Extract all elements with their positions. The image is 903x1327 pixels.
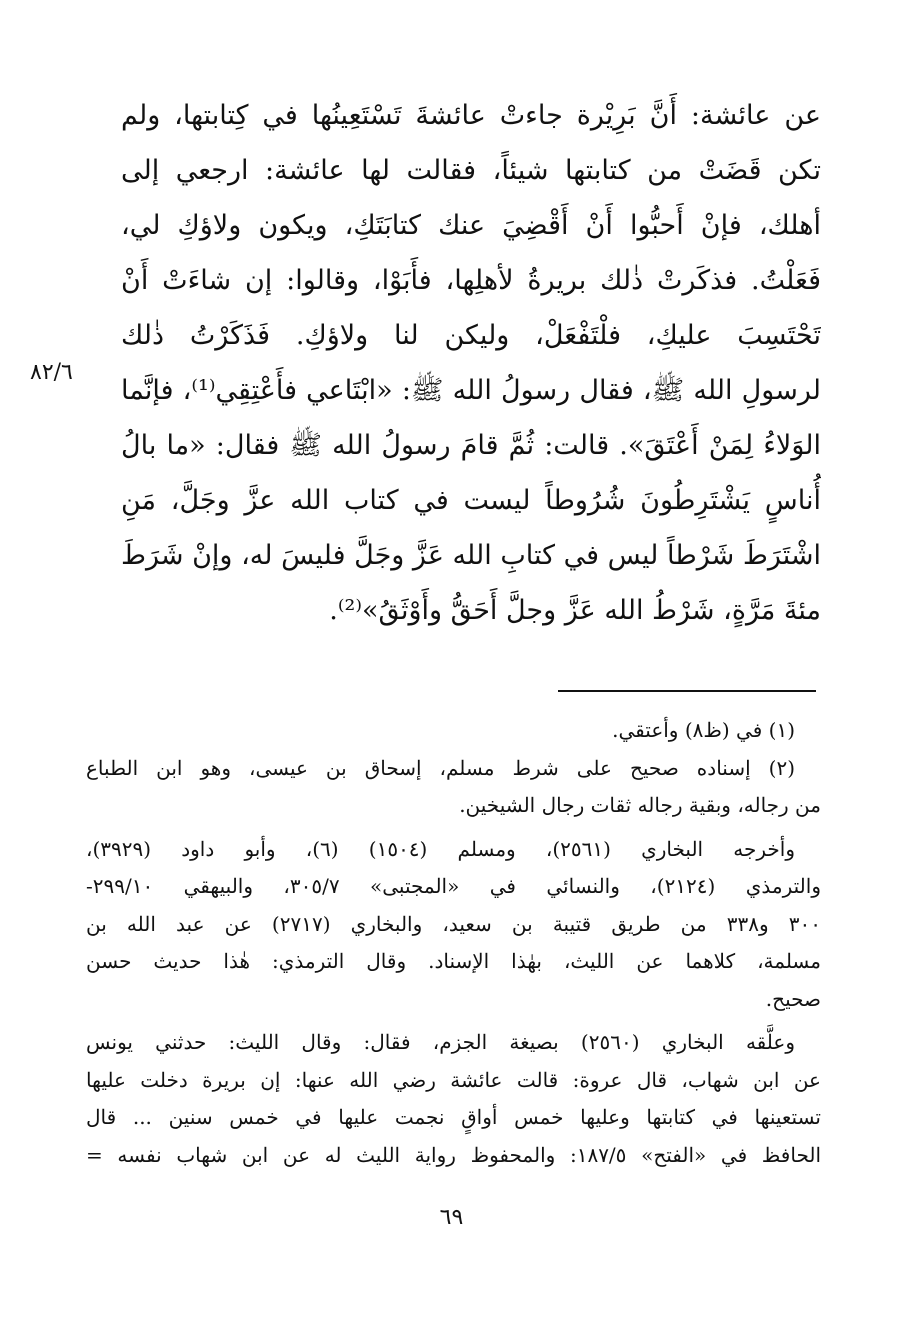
main-text-line: الوَلاءُ لِمَنْ أَعْتَقَ». قالت: ثُمَّ قامَ رسولُ الله ﷺ فقال: «ما بالُ [121, 430, 821, 461]
footnote-separator [558, 690, 816, 692]
page-number: ٦٩ [439, 1205, 464, 1230]
footnotes [86, 712, 821, 1174]
main-text-line: اشْتَرَطَ شَرْطاً ليس في كتابِ الله عَزَّ وجَلَّ فليسَ له، وإنْ شَرَطَ [121, 540, 821, 571]
main-text [121, 88, 821, 638]
main-text-line: عن عائشة: أَنَّ بَرِيْرة جاءتْ عائشةَ تَسْتَعِينُها في كِتابتها، ولم [121, 100, 821, 131]
footnote-line: الحافظ في «الفتح» ١٨٧/٥: والمحفوظ رواية الليث له عن ابن شهاب نفسه = [86, 1142, 821, 1167]
main-text-line: فَعَلْتُ. فذكَرتْ ذٰلك بريرةُ لأهلِها، فأَبَوْا، وقالوا: إن شاءَتْ أَنْ [121, 265, 821, 296]
footnote-line: تستعينها في كتابتها وعليها خمس أواقٍ نجمت عليها في خمس سنين ... قال [86, 1105, 821, 1129]
footnote-line: (٢) إسناده صحيح على شرط مسلم، إسحاق بن عيسى، وهو ابن الطباع [86, 755, 795, 780]
footnote-line: والترمذي (٢١٢٤)، والنسائي في «المجتبى» ٣٠٥/٧، والبيهقي ٢٩٩/١٠- [86, 874, 821, 898]
main-text-line: تَحْتَسِبَ عليكِ، فلْتَفْعَلْ، وليكن لنا ولاؤكِ. فَذَكَرْتُ ذٰلك [121, 320, 821, 351]
main-text-line: تكن قَضَتْ من كتابتها شيئاً، فقالت لها عائشة: ارجعي إلى [121, 155, 821, 186]
footnote-line: وأخرجه البخاري (٢٥٦١)، ومسلم (١٥٠٤) (٦)، وأبو داود (٣٩٢٩)، [86, 836, 795, 861]
footnote-line: مسلمة، كلاهما عن الليث، بهٰذا الإسناد. وقال الترمذي: هٰذا حديث حسن [86, 949, 821, 973]
main-text-line: مئةَ مَرَّةٍ، شَرْطُ الله عَزَّ وجلَّ أَحَقُّ وأَوْثَقُ»⁽²⁾. [329, 595, 821, 626]
footnote-line: (١) في (ظ٨) وأعتقي. [612, 718, 795, 742]
main-text-line: أهلك، فإنْ أَحبُّوا أَنْ أَقْضِيَ عنك كتابَتَكِ، ويكون ولاؤكِ لي، [121, 210, 821, 241]
main-text-line: لرسولِ الله ﷺ، فقال رسولُ الله ﷺ: «ابْتَاعي فأَعْتِقِي⁽¹⁾، فإنَّما [121, 375, 821, 406]
main-text-line: أُناسٍ يَشْتَرِطُونَ شُرُوطاً ليست في كتاب الله عزَّ وجَلَّ، مَنِ [121, 485, 821, 516]
margin-reference: ٨٢/٦ [30, 360, 73, 385]
footnote-line: وعلَّقه البخاري (٢٥٦٠) بصيغة الجزم، فقال: وقال الليث: حدثني يونس [86, 1030, 795, 1054]
footnote-line: عن ابن شهاب، قال عروة: قالت عائشة رضي الله عنها: إن بريرة دخلت عليها [86, 1067, 821, 1092]
footnote-line: ٣٠٠ و٣٣٨ من طريق قتيبة بن سعيد، والبخاري (٢٧١٧) عن عبد الله بن [86, 911, 821, 936]
footnote-line: من رجاله، وبقية رجاله ثقات رجال الشيخين. [459, 793, 821, 817]
footnote-line: صحيح. [765, 986, 821, 1011]
